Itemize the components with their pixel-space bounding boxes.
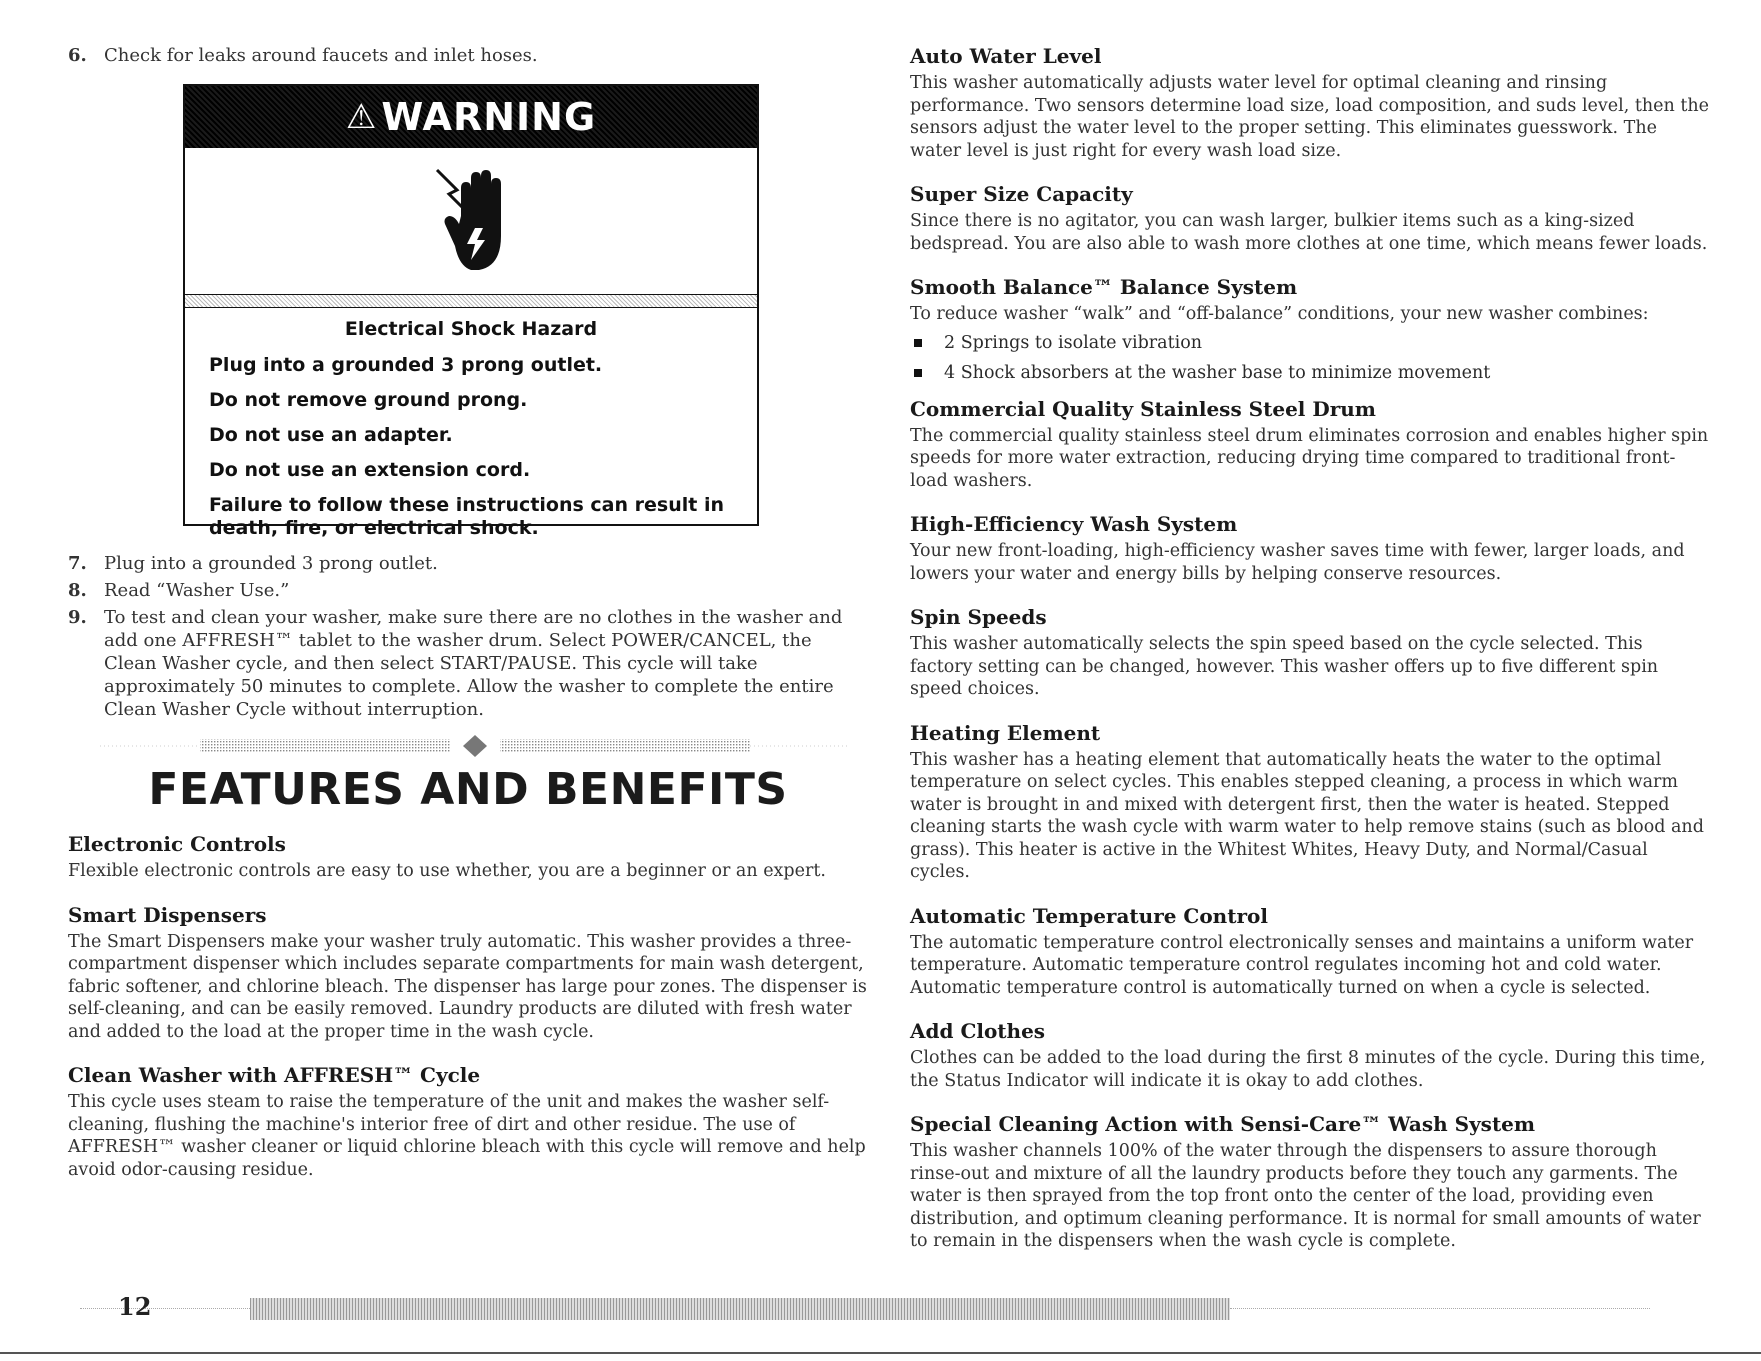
step-text: Plug into a grounded 3 prong outlet. — [104, 553, 438, 574]
section-body: To reduce washer “walk” and “off-balance” conditions, your new washer combines: — [910, 304, 1649, 324]
warning-line: Plug into a grounded 3 prong outlet. — [209, 354, 603, 376]
step-text: To test and clean your washer, make sure there are no clothes in the washer and add one AFFRESH™ tablet to the washer drum. Select POWER/CANCEL, the Clean Washer cycle, and then select START/PAUSE. This cycle will take approximately 50 minutes to complete. Allow the washer to complete the entire Clean Washer Cycle without interruption. — [104, 607, 843, 720]
step-7 — [68, 552, 868, 575]
left-steps — [68, 552, 868, 721]
section-body: Clothes can be added to the load during the first 8 minutes of the cycle. During this time, the Status Indicator will indicate it is okay to add clothes. — [910, 1048, 1706, 1091]
right-column — [910, 44, 1710, 1273]
feature-section — [910, 1019, 1710, 1092]
section-body: The automatic temperature control electronically senses and maintains a uniform water temperature. Automatic temperature control regulates incoming hot and cold water. Automatic temperature control is automatically turned on when a cycle is selected. — [910, 932, 1694, 998]
section-heading: High-Efficiency Wash System — [910, 512, 1238, 536]
warning-header-text: WARNING — [381, 95, 597, 139]
page-edge — [0, 1352, 1761, 1354]
warning-body — [185, 308, 757, 540]
warning-line: Do not use an extension cord. — [209, 459, 531, 481]
step-text: Check for leaks around faucets and inlet hoses. — [104, 45, 538, 66]
feature-section — [68, 832, 868, 883]
footer-rule — [250, 1298, 1230, 1320]
section-heading: Add Clothes — [910, 1019, 1046, 1043]
page-number: 12 — [118, 1292, 152, 1321]
section-heading: Smart Dispensers — [68, 902, 267, 927]
left-column — [68, 44, 868, 67]
warning-box — [183, 84, 759, 539]
section-body: This washer automatically adjusts water level for optimal cleaning and rinsing performance. Two sensors determine load size, load composition, and suds level, then the sensors adjust the water level to the proper setting. This eliminates guesswork. The water level is just right for every wash load size. — [910, 73, 1710, 161]
section-heading: Automatic Temperature Control — [910, 903, 1268, 928]
section-body: The Smart Dispensers make your washer truly automatic. This washer provides a three-compartment dispenser which includes separate compartments for main wash detergent, fabric softener, and chlorine bleach. The dispenser has large pour zones. The dispenser is self-cleaning, and can be easily removed. Laundry products are diluted with fresh water and added to the load at the proper time in the wash cycle. — [68, 931, 867, 1042]
section-body: Flexible electronic controls are easy to use whether, you are a beginner or an expert. — [68, 861, 826, 881]
section-body: Your new front-loading, high-efficiency washer saves time with fewer, larger loads, and lowers your water and energy bills by helping conserve resources. — [910, 541, 1685, 584]
features-title: FEATURES AND BENEFITS — [148, 764, 788, 815]
warning-divider — [185, 295, 757, 308]
decorative-divider — [100, 735, 850, 757]
section-heading: Electronic Controls — [68, 832, 286, 856]
feature-section — [910, 512, 1710, 585]
left-feature-sections — [68, 832, 868, 1201]
warning-line: Do not remove ground prong. — [209, 389, 528, 411]
footer-rule-left — [80, 1308, 250, 1310]
warning-line: Failure to follow these instructions can result in death, fire, or electrical shock. — [209, 494, 724, 539]
step-text: Read “Washer Use.” — [104, 580, 290, 601]
step-number: 6. — [68, 45, 87, 66]
section-heading: Smooth Balance™ Balance System — [910, 275, 1298, 299]
warning-header — [185, 86, 757, 148]
section-body: This washer channels 100% of the water through the dispensers to assure thorough rinse-out and mixture of all the laundry products before they touch any garments. The water is then sprayed from the top front onto the center of the load, providing even distribution, and optimum cleaning performance. It is normal for small amounts of water to remain in the dispensers when the wash cycle is complete. — [910, 1141, 1701, 1251]
section-body: Since there is no agitator, you can wash larger, bulkier items such as a king-sized bedspread. You are also able to wash more clothes at one time, which means fewer loads. — [910, 211, 1708, 254]
electric-shock-hand-icon — [431, 166, 511, 276]
feature-section — [68, 1063, 868, 1181]
warning-title: Electrical Shock Hazard — [344, 318, 598, 340]
bullet-icon — [914, 369, 922, 377]
section-body: The commercial quality stainless steel drum eliminates corrosion and enables higher spin speeds for more water extraction, reducing drying time compared to traditional front-load washers. — [910, 425, 1709, 491]
section-heading: Spin Speeds — [910, 605, 1047, 629]
step-9 — [68, 606, 868, 721]
section-body: This cycle uses steam to raise the temperature of the unit and makes the washer self-cleaning, flushing the machine's interior free of dirt and other residue. The use of AFFRESH™ washer cleaner or liquid chlorine bleach with this cycle will remove and help avoid odor-causing residue. — [68, 1092, 866, 1180]
feature-section — [910, 397, 1710, 493]
step-8 — [68, 579, 868, 602]
feature-section — [910, 721, 1710, 884]
section-body: This washer has a heating element that automatically heats the water to the optimal temperature on select cycles. This enables stepped cleaning, a process in which warm water is brought in and mixed with detergent first, then the water is heated. Stepped cleaning starts the wash cycle with warm water to help remove stains (such as blood and grass). This heater is active in the Whitest Whites, Heavy Duty, and Normal/Casual cycles. — [910, 749, 1704, 882]
warning-pictogram — [185, 148, 757, 295]
bullet-text: 4 Shock absorbers at the washer base to minimize movement — [944, 363, 1491, 383]
bullet-icon — [914, 339, 922, 347]
section-heading: Super Size Capacity — [910, 182, 1133, 206]
list-item — [910, 332, 1710, 355]
bullet-text: 2 Springs to isolate vibration — [944, 332, 1203, 353]
feature-section — [68, 903, 868, 1044]
section-heading: Commercial Quality Stainless Steel Drum — [910, 396, 1376, 421]
section-heading: Auto Water Level — [910, 44, 1102, 68]
footer-rule-right — [1230, 1308, 1650, 1310]
step-number: 9. — [68, 607, 87, 628]
warning-triangle-icon: ⚠ — [345, 97, 378, 137]
section-heading: Special Cleaning Action with Sensi-Care™ Wash System — [910, 1112, 1536, 1136]
feature-section — [910, 44, 1710, 162]
step-number: 8. — [68, 580, 87, 601]
feature-section — [910, 182, 1710, 255]
section-heading: Clean Washer with AFFRESH™ Cycle — [68, 1063, 481, 1087]
step-6 — [68, 44, 868, 67]
warning-line: Do not use an adapter. — [209, 424, 453, 446]
feature-section — [910, 605, 1710, 701]
feature-section — [910, 1112, 1710, 1253]
section-heading: Heating Element — [910, 720, 1101, 745]
step-number: 7. — [68, 553, 87, 574]
feature-section — [910, 275, 1710, 385]
feature-section — [910, 904, 1710, 1000]
list-item — [910, 362, 1710, 385]
section-body: This washer automatically selects the spin speed based on the cycle selected. This factory setting can be changed, however. This washer offers up to five different spin speed choices. — [910, 634, 1659, 699]
